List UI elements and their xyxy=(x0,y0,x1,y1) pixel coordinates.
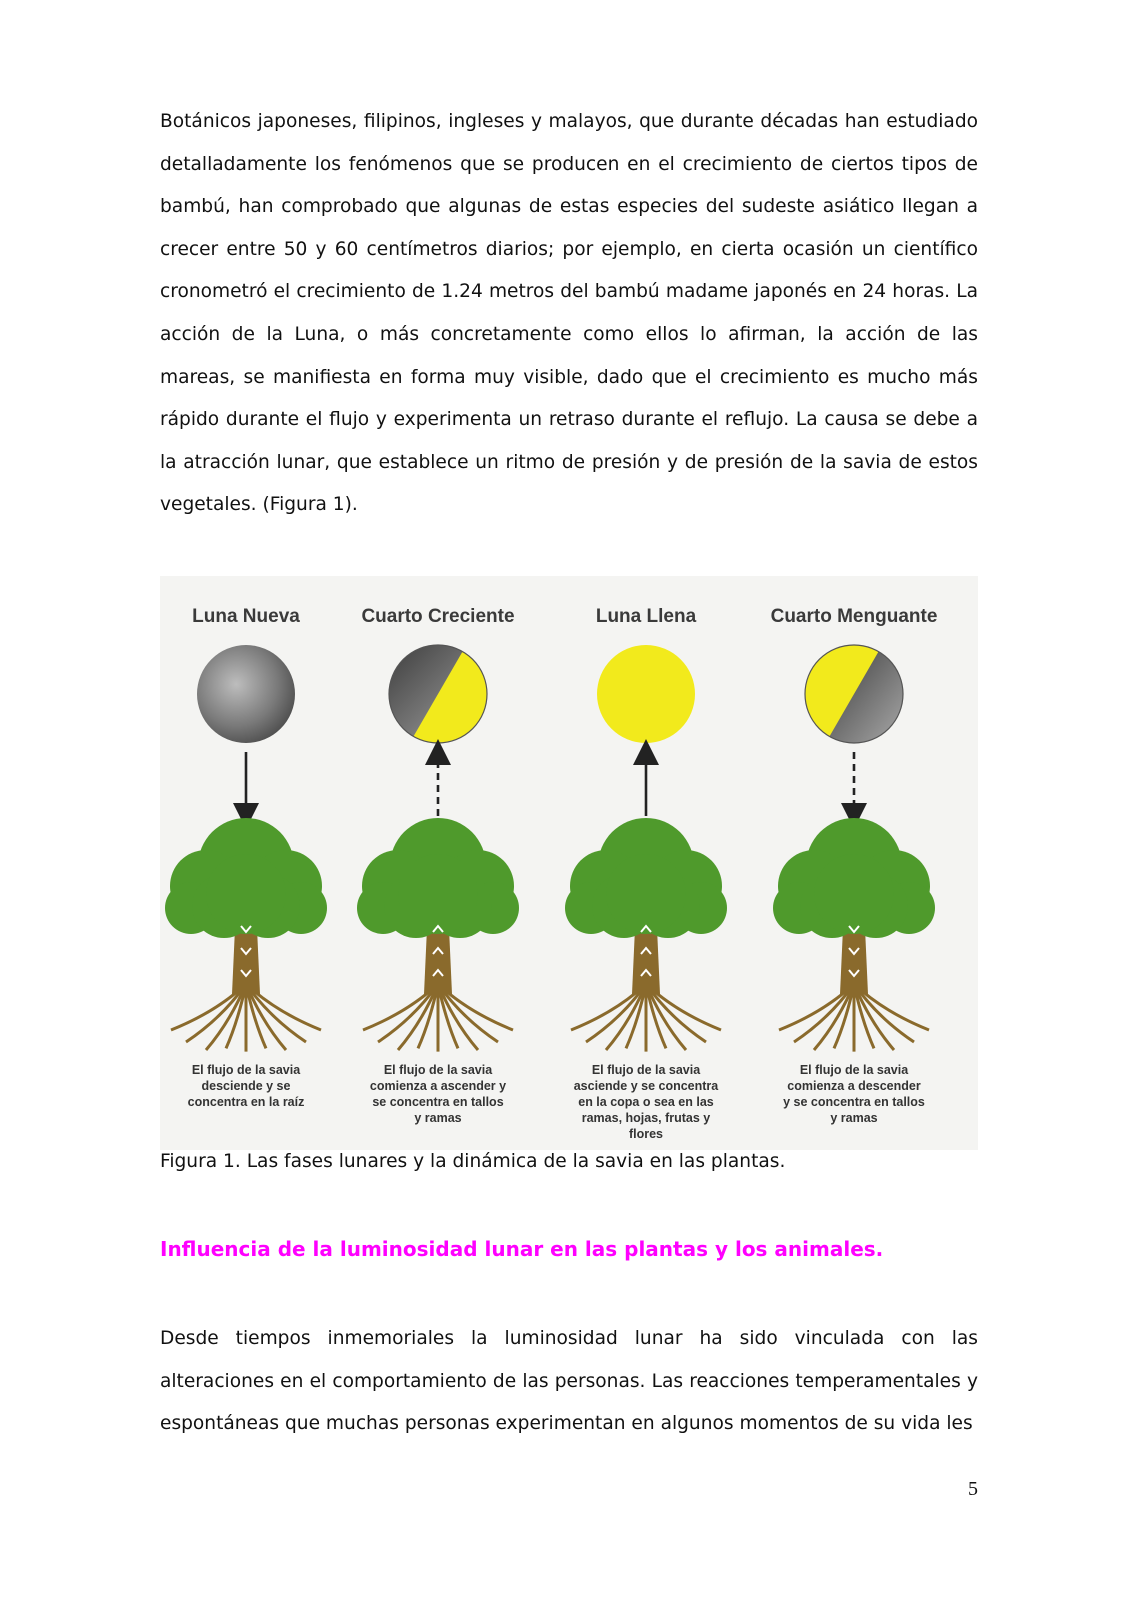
body-paragraph-bamboo: Botánicos japoneses, filipinos, ingleses y malayos, que durante décadas han estudiado detalladamente los fenómenos que se producen en el crecimiento de ciertos tipos de bambú, han comprobado que algunas de estas especies del sudeste asiático llegan a crecer entre 50 y 60 centímetros diarios; por ejemplo, en cierta ocasión un científico cronometró el crecimiento de 1.24 metros del bambú madame japonés en 24 horas. La acción de la Luna, o más concretamente como ellos lo afirman, la acción de las mareas, se manifiesta en forma muy visible, dado que el crecimiento es mucho más rápido durante el flujo y experimenta un retraso durante el reflujo. La causa se debe a la atracción lunar, que establece un ritmo de presión y de presión de la savia de estos vegetales. (Figura 1). xyxy=(160,111,978,516)
phase-title: Luna Nueva xyxy=(192,606,300,627)
phase-description-line: ramas, hojas, frutas y xyxy=(581,1111,711,1125)
phase-description-line: y ramas xyxy=(830,1111,878,1125)
page-number: 5 xyxy=(968,1478,978,1500)
full-moon-icon xyxy=(597,645,695,743)
phase-description-line: comienza a descender xyxy=(787,1079,921,1093)
new-moon-icon xyxy=(197,645,295,743)
roots-icon xyxy=(171,984,321,1052)
tree-canopy-icon xyxy=(565,818,727,938)
phase-description-line: en la copa o sea en las xyxy=(578,1095,714,1109)
phase-description-line: concentra en la raíz xyxy=(187,1095,305,1109)
tree-canopy-icon xyxy=(773,818,935,938)
lunar-phases-figure xyxy=(160,576,978,1150)
body-paragraph-luminosity: Desde tiempos inmemoriales la luminosidad lunar ha sido vinculada con las alteraciones en el comportamiento de las personas. Las reacciones temperamentales y espontáneas que muchas personas experimentan en algunos momentos de su vida les xyxy=(160,1328,978,1435)
section-heading: Influencia de la luminosidad lunar en las plantas y los animales. xyxy=(160,1237,884,1261)
phase-description-line: y ramas xyxy=(414,1111,462,1125)
roots-icon xyxy=(779,984,929,1052)
phase-description-line: El flujo de la savia xyxy=(383,1063,493,1077)
tree-canopy-icon xyxy=(165,818,327,938)
phase-description-line: y se concentra en tallos xyxy=(783,1095,925,1109)
roots-icon xyxy=(571,984,721,1052)
phase-description-line: comienza a ascender y xyxy=(369,1079,507,1093)
phase-description-line: El flujo de la savia xyxy=(191,1063,301,1077)
figure-caption: Figura 1. Las fases lunares y la dinámica de la savia en las plantas. xyxy=(160,1151,786,1172)
phase-description-line: flores xyxy=(628,1127,664,1141)
phase-title: Cuarto Creciente xyxy=(361,606,515,627)
phase-description-line: se concentra en tallos xyxy=(372,1095,504,1109)
phase-title: Cuarto Menguante xyxy=(770,606,938,627)
lunar-phases-illustration xyxy=(160,576,978,1150)
roots-icon xyxy=(363,984,513,1052)
phase-description-line: asciende y se concentra xyxy=(573,1079,719,1093)
phase-description-line: desciende y se xyxy=(201,1079,291,1093)
waxing-moon-icon xyxy=(389,645,487,743)
tree-canopy-icon xyxy=(357,818,519,938)
phase-description-line: El flujo de la savia xyxy=(591,1063,701,1077)
waning-moon-icon xyxy=(805,645,903,743)
phase-title: Luna Llena xyxy=(595,606,697,627)
phase-description-line: El flujo de la savia xyxy=(799,1063,909,1077)
